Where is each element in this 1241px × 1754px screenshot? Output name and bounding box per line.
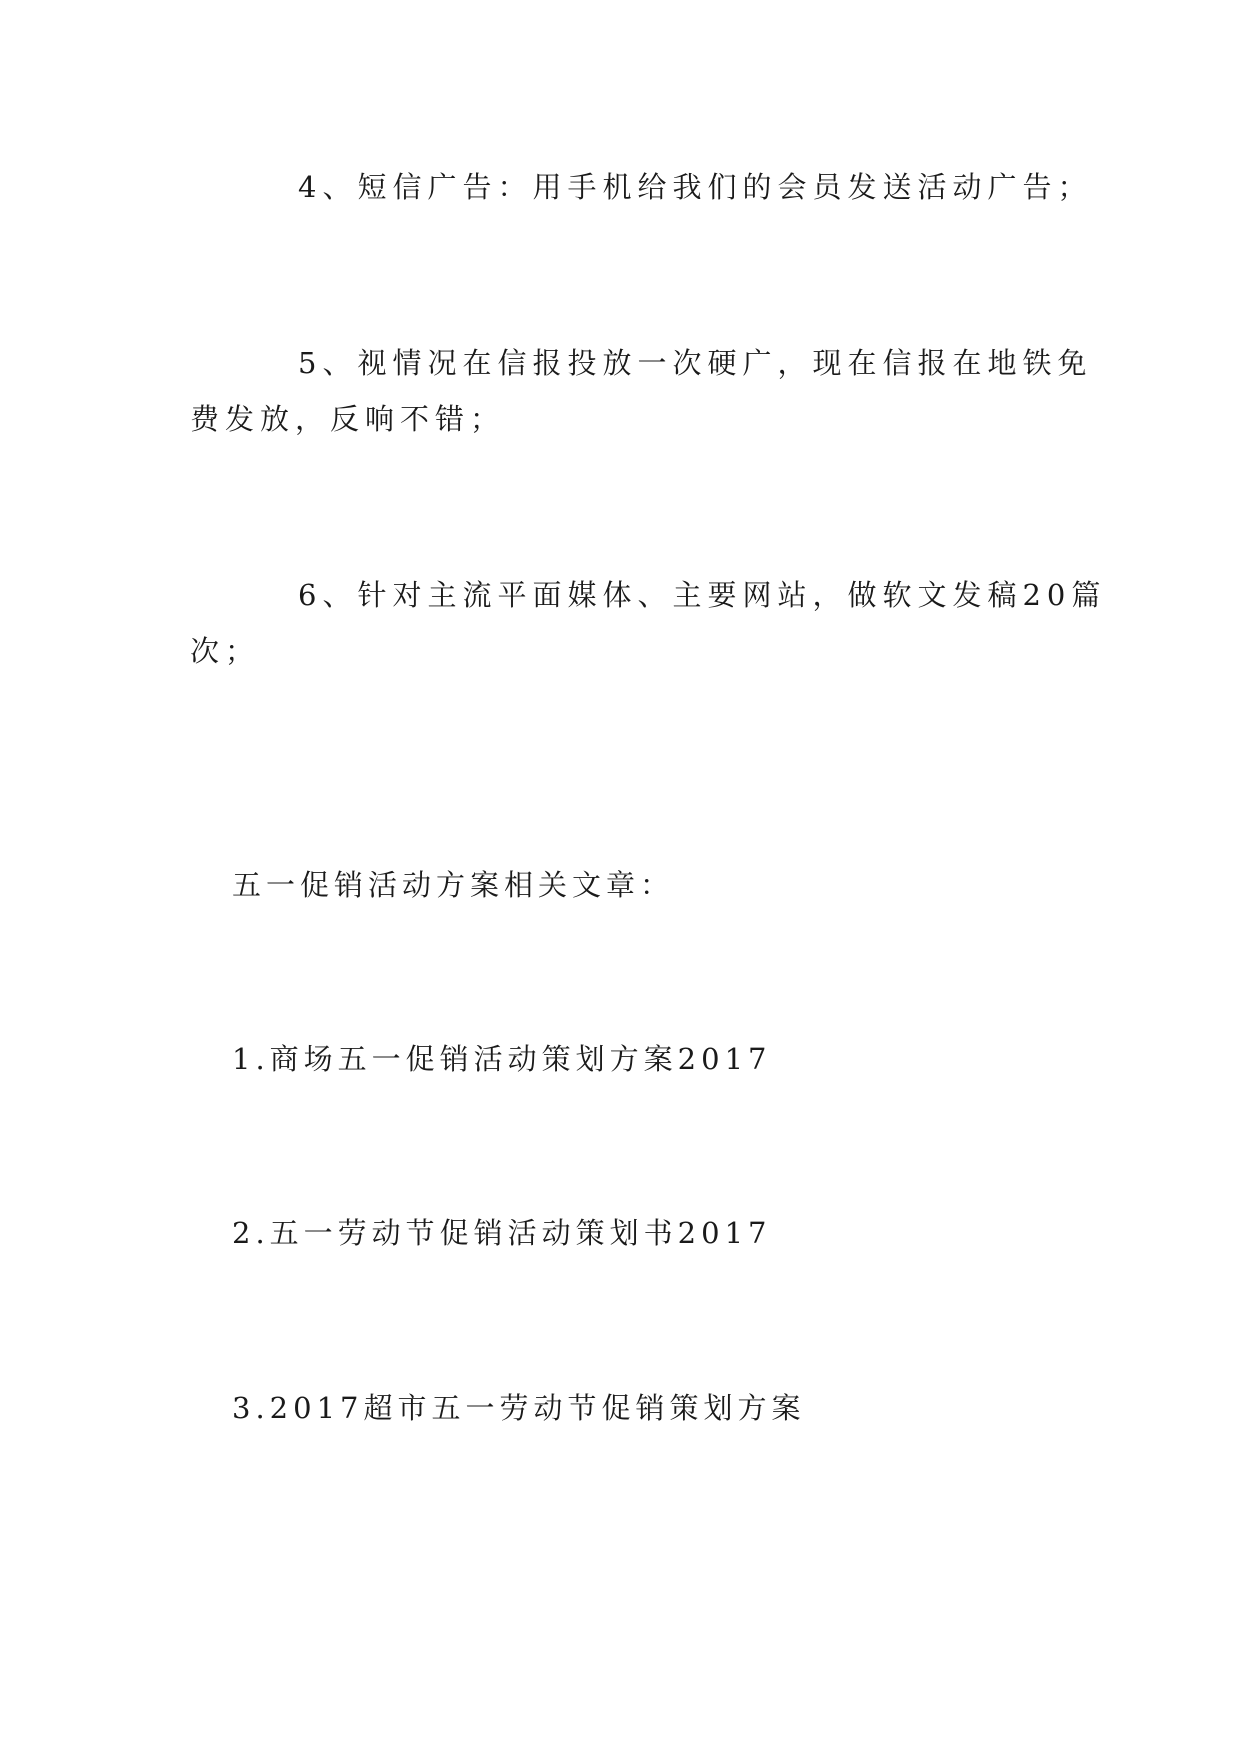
- related-article-link-2[interactable]: 2.五一劳动节促销活动策划书2017: [232, 1216, 772, 1250]
- related-articles-heading: 五一促销活动方案相关文章：: [232, 868, 675, 902]
- item-5-text-line1: 5、视情况在信报投放一次硬广，现在信报在地铁免: [298, 346, 1093, 380]
- related-article-link-1[interactable]: 1.商场五一促销活动策划方案2017: [232, 1042, 772, 1076]
- item-6-text-line1: 6、针对主流平面媒体、主要网站，做软文发稿20篇: [298, 578, 1107, 612]
- item-5-text-line2: 费发放，反响不错；: [190, 402, 506, 436]
- item-4-text: 4、短信广告：用手机给我们的会员发送活动广告；: [298, 170, 1093, 204]
- related-article-link-3[interactable]: 3.2017超市五一劳动节促销策划方案: [232, 1391, 806, 1425]
- item-6-text-line2: 次；: [190, 634, 261, 668]
